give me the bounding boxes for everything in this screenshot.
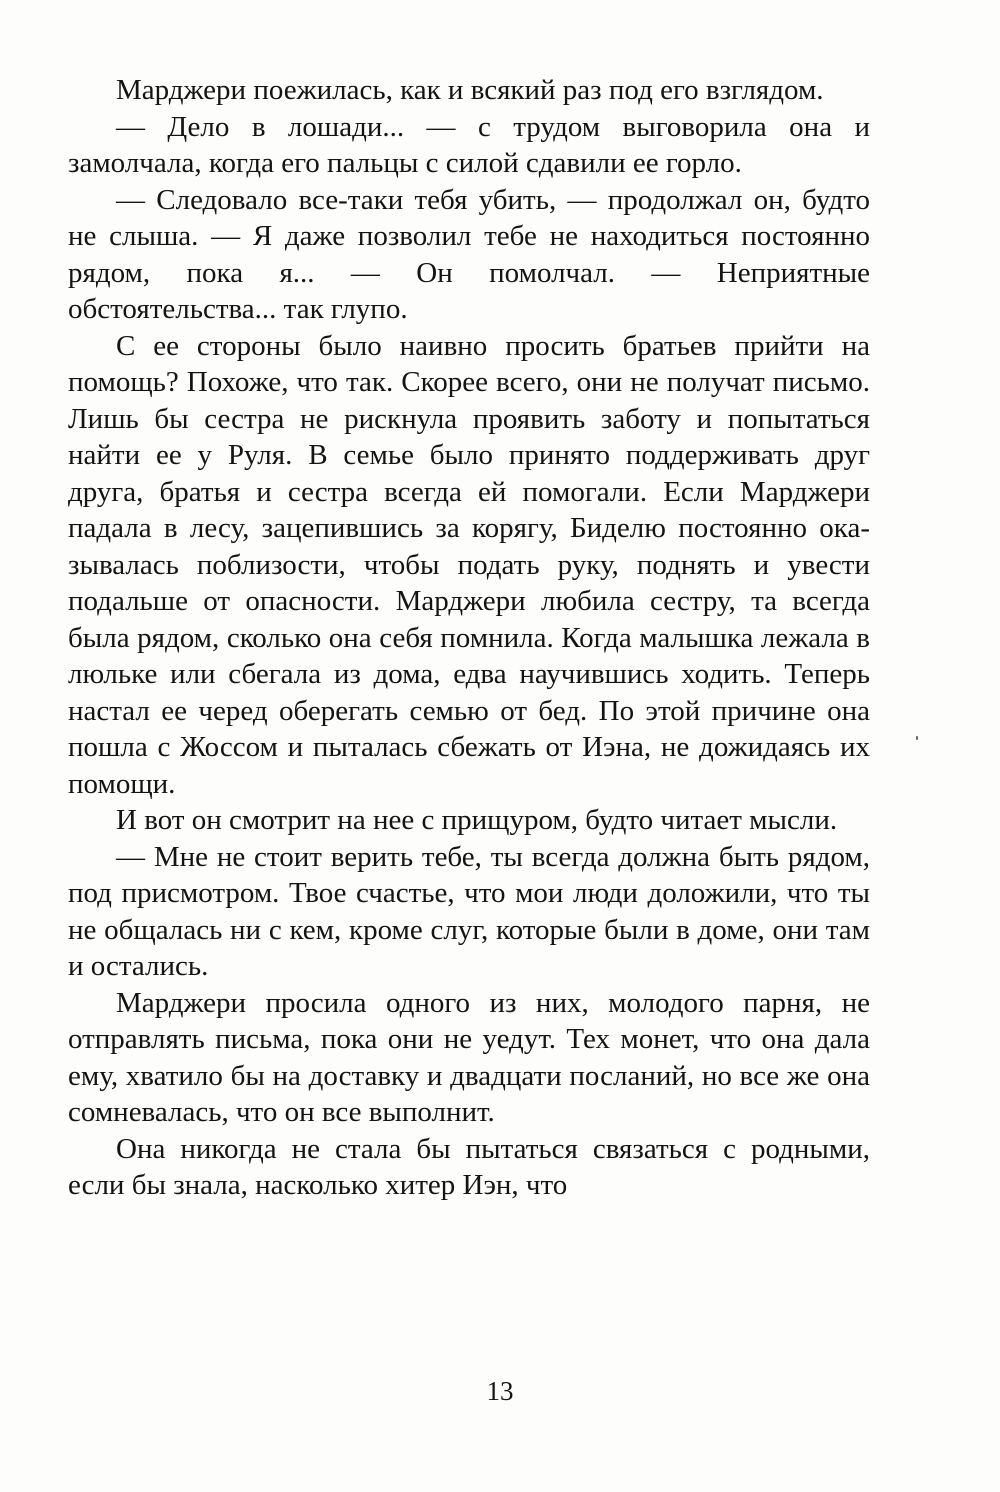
paragraph: Марджери просила одного из них, молодого парня, не отправлять письма, пока они не уедут. Тех монет, что она дала ему, хватило бы на доставку и двадцати посланий, но все же она сомневалась, что он все выполнит. [68,986,870,1128]
paragraph: И вот он смотрит на нее с прищуром, будто читает мысли. [116,804,838,836]
paragraph: — Мне не стоит верить тебе, ты всегда должна быть рядом, под присмотром. Твое счастье, что мои люди доложили, что ты не общалась ни с кем, кроме слуг, которые были в доме, они там и остались. [68,840,870,982]
paragraph: Она никогда не стала бы пытаться связаться с родными, если бы знала, насколько хитер Иэн, что [68,1132,870,1201]
paragraph: — Следовало все-таки тебя убить, — продолжал он, будто не слыша. — Я даже позволил тебе не находиться постоянно рядом, пока я... — Он помолчал. — Неприятные обстоятельства... так глупо. [68,183,870,325]
body-text [68,72,870,1204]
paragraph: С ее стороны было наивно просить братьев прийти на помощь? Похоже, что так. Скорее всего, они не получат письмо. Лишь бы сестра не рискнула проявить заботу и попытаться найти ее у Руля. В семье было принято поддерживать друг друга, братья и сестра всегда ей помогали. Если Марджери падала в лесу, зацепившись за корягу, Биделю постоянно оказывалась поблизости, чтобы подать руку, поднять и увести подальше от опасности. Марджери любила сестру, та всегда была рядом, сколько она себя помнила. Когда малышка лежала в люльке или сбегала из дома, едва научившись ходить. Теперь настал ее черед оберегать семью от бед. По этой причине она пошла с Жоссом и пыталась сбежать от Иэна, не дожидаясь их помощи. [68,329,870,800]
paragraph: Марджери поежилась, как и всякий раз под его взглядом. [116,74,824,106]
scan-speck [916,736,918,740]
page-number: 13 [486,1376,514,1406]
paragraph: — Дело в лошади... — с трудом выговорила она и замолчала, когда его пальцы с силой сдавили ее горло. [68,110,870,179]
